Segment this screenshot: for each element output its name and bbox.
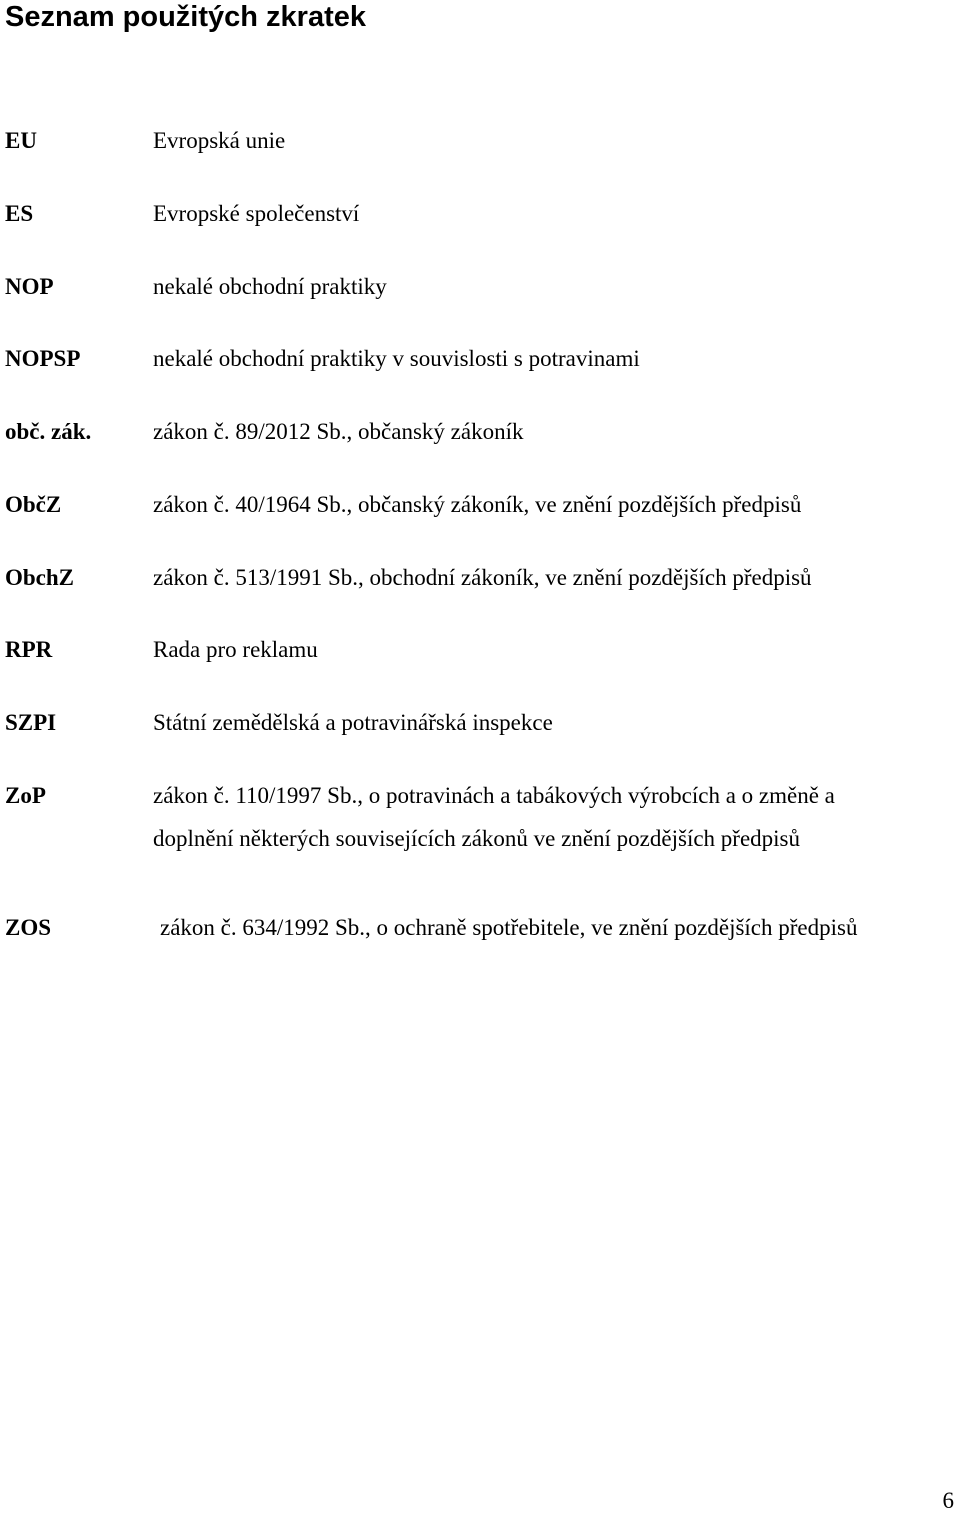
definition: zákon č. 513/1991 Sb., obchodní zákoník, ve znění pozdějších předpisů	[153, 565, 812, 590]
definition: Státní zemědělská a potravinářská inspekce	[153, 710, 553, 735]
definition: Rada pro reklamu	[153, 637, 318, 662]
abbreviation: RPR	[5, 637, 53, 662]
abbreviation: obč. zák.	[5, 419, 92, 444]
abbreviation: ObčZ	[5, 492, 62, 517]
definition: zákon č. 634/1992 Sb., o ochraně spotřebitele, ve znění pozdějších předpisů	[160, 915, 858, 940]
abbreviation: NOPSP	[5, 346, 81, 371]
definition: zákon č. 40/1964 Sb., občanský zákoník, ve znění pozdějších předpisů	[153, 492, 802, 517]
abbreviation: ZOS	[5, 915, 52, 940]
abbreviation: EU	[5, 128, 37, 153]
definition: zákon č. 110/1997 Sb., o potravinách a tabákových výrobcích a o změně a doplnění některých souvisejících zákonů ve znění pozdějších předpisů	[153, 783, 835, 851]
page-number: 6	[942, 1488, 954, 1513]
abbreviation: ZoP	[5, 783, 46, 808]
abbreviation: SZPI	[5, 710, 57, 735]
definition: nekalé obchodní praktiky	[153, 274, 387, 299]
abbreviation: ObchZ	[5, 565, 75, 590]
abbreviation: NOP	[5, 274, 54, 299]
abbreviation: ES	[5, 201, 34, 226]
definition: Evropské společenství	[153, 201, 360, 226]
page-title: Seznam použitých zkratek	[5, 1, 366, 33]
definition: zákon č. 89/2012 Sb., občanský zákoník	[153, 419, 524, 444]
definition: Evropská unie	[153, 128, 286, 153]
definition: nekalé obchodní praktiky v souvislosti s potravinami	[153, 346, 640, 371]
